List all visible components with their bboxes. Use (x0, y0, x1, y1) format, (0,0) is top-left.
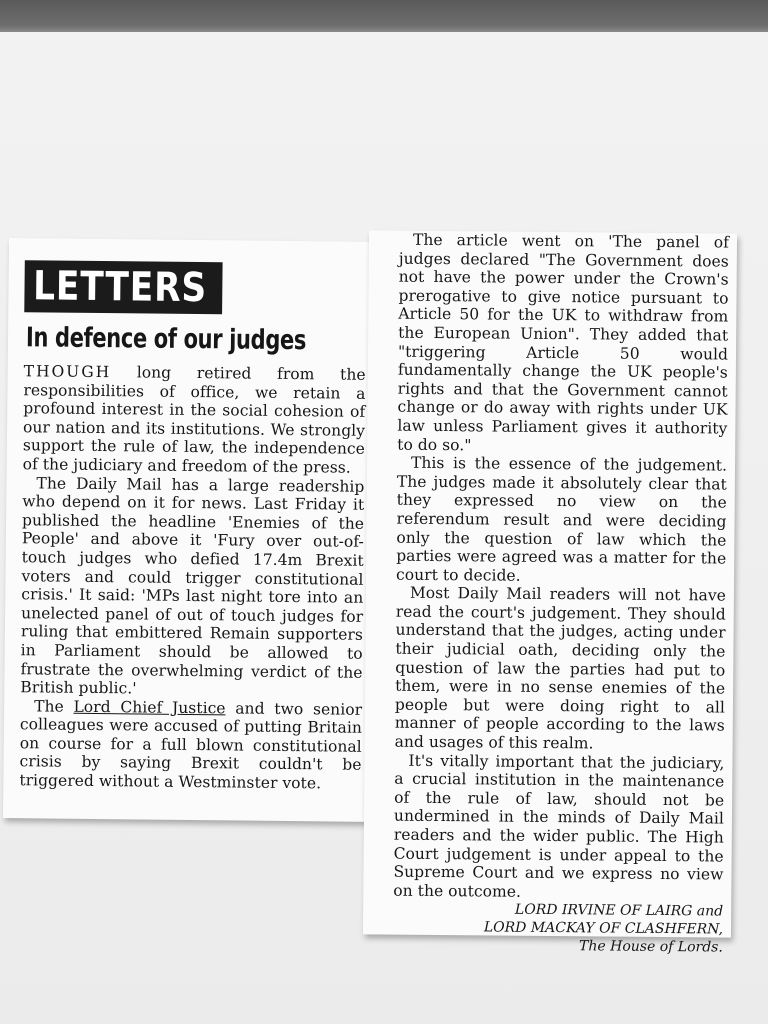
clipping-left-column (3, 238, 383, 822)
letter-paragraph-6: Most Daily Mail readers will not have read the court's judgement. They should understand that the judges, acting under their judicial oath, deciding only the question of law the parties had put to them, were in no sense enemies of the people but were doing right to all manner of people according to the laws and usages of this realm. (394, 584, 726, 753)
signature-line-2: LORD MACKAY OF CLASHFERN, (483, 919, 724, 938)
letter-paragraph-4: The article went on 'The panel of judges declared "The Government does not have the power under the Crown's prerogative to give notice pursuant to Article 50 for the UK to withdraw from the European Union". They added that "triggering Article 50 would fundamentally change the UK people's rights and that the Government cannot change or do away with rights under UK law unless Parliament gives it authority to do so." (397, 230, 730, 454)
section-label: LETTERS (24, 260, 367, 316)
paragraph-text: long retired from the responsibilities of office, we retain a profound interest in the social cohesion of our nation and its institutions. We strongly support the rule of law, the independence of the judiciary and freedom of the press. (22, 363, 366, 477)
letter-paragraph-1 (23, 362, 366, 477)
background-top-band (0, 0, 768, 32)
signature-line-3: The House of Lords. (579, 938, 723, 956)
underlined-phrase: Lord Chief Justice (73, 697, 226, 718)
letter-paragraph-7: It's vitally important that the judiciary, a crucial institution in the maintenance of the rule of law, should not be undermined in the minds of Daily Mail readers and the wider public. The High Court judgement is under appeal to the Supreme Court and we express no view on the outcome. (393, 751, 725, 901)
letter-paragraph-2: The Daily Mail has a large readership who depend on it for news. Last Friday it published the headline 'Enemies of the People' and above it 'Fury over out-of-touch judges who defied 17.4m Brexit voters and could trigger constitutional crisis.' It said: 'MPs last night tore into an unelected panel of out of touch judges for ruling that embittered Remain supporters in Parliament should be allowed to frustrate the overwhelming verdict of the British public.' (20, 473, 365, 698)
letter-paragraph-3 (19, 697, 362, 794)
paragraph-text: and two senior colleagues were accused of putting Britain on course for a full blown constitutional crisis by saying Brexit couldn't be triggered without a Westminster vote. (19, 699, 363, 793)
signature-line-1: LORD IRVINE OF LAIRG and (514, 902, 724, 920)
paragraph-text: The (34, 697, 74, 716)
clipping-right-column (363, 230, 737, 956)
letter-paragraph-5: This is the essence of the judgement. The judges made it absolutely clear that they expressed no view on the referendum result and were deciding only the question of law which the parties were agreed was a matter for the court to decide. (395, 453, 728, 585)
lead-word: THOUGH (23, 362, 112, 382)
headline: In defence of our judges (25, 322, 307, 357)
